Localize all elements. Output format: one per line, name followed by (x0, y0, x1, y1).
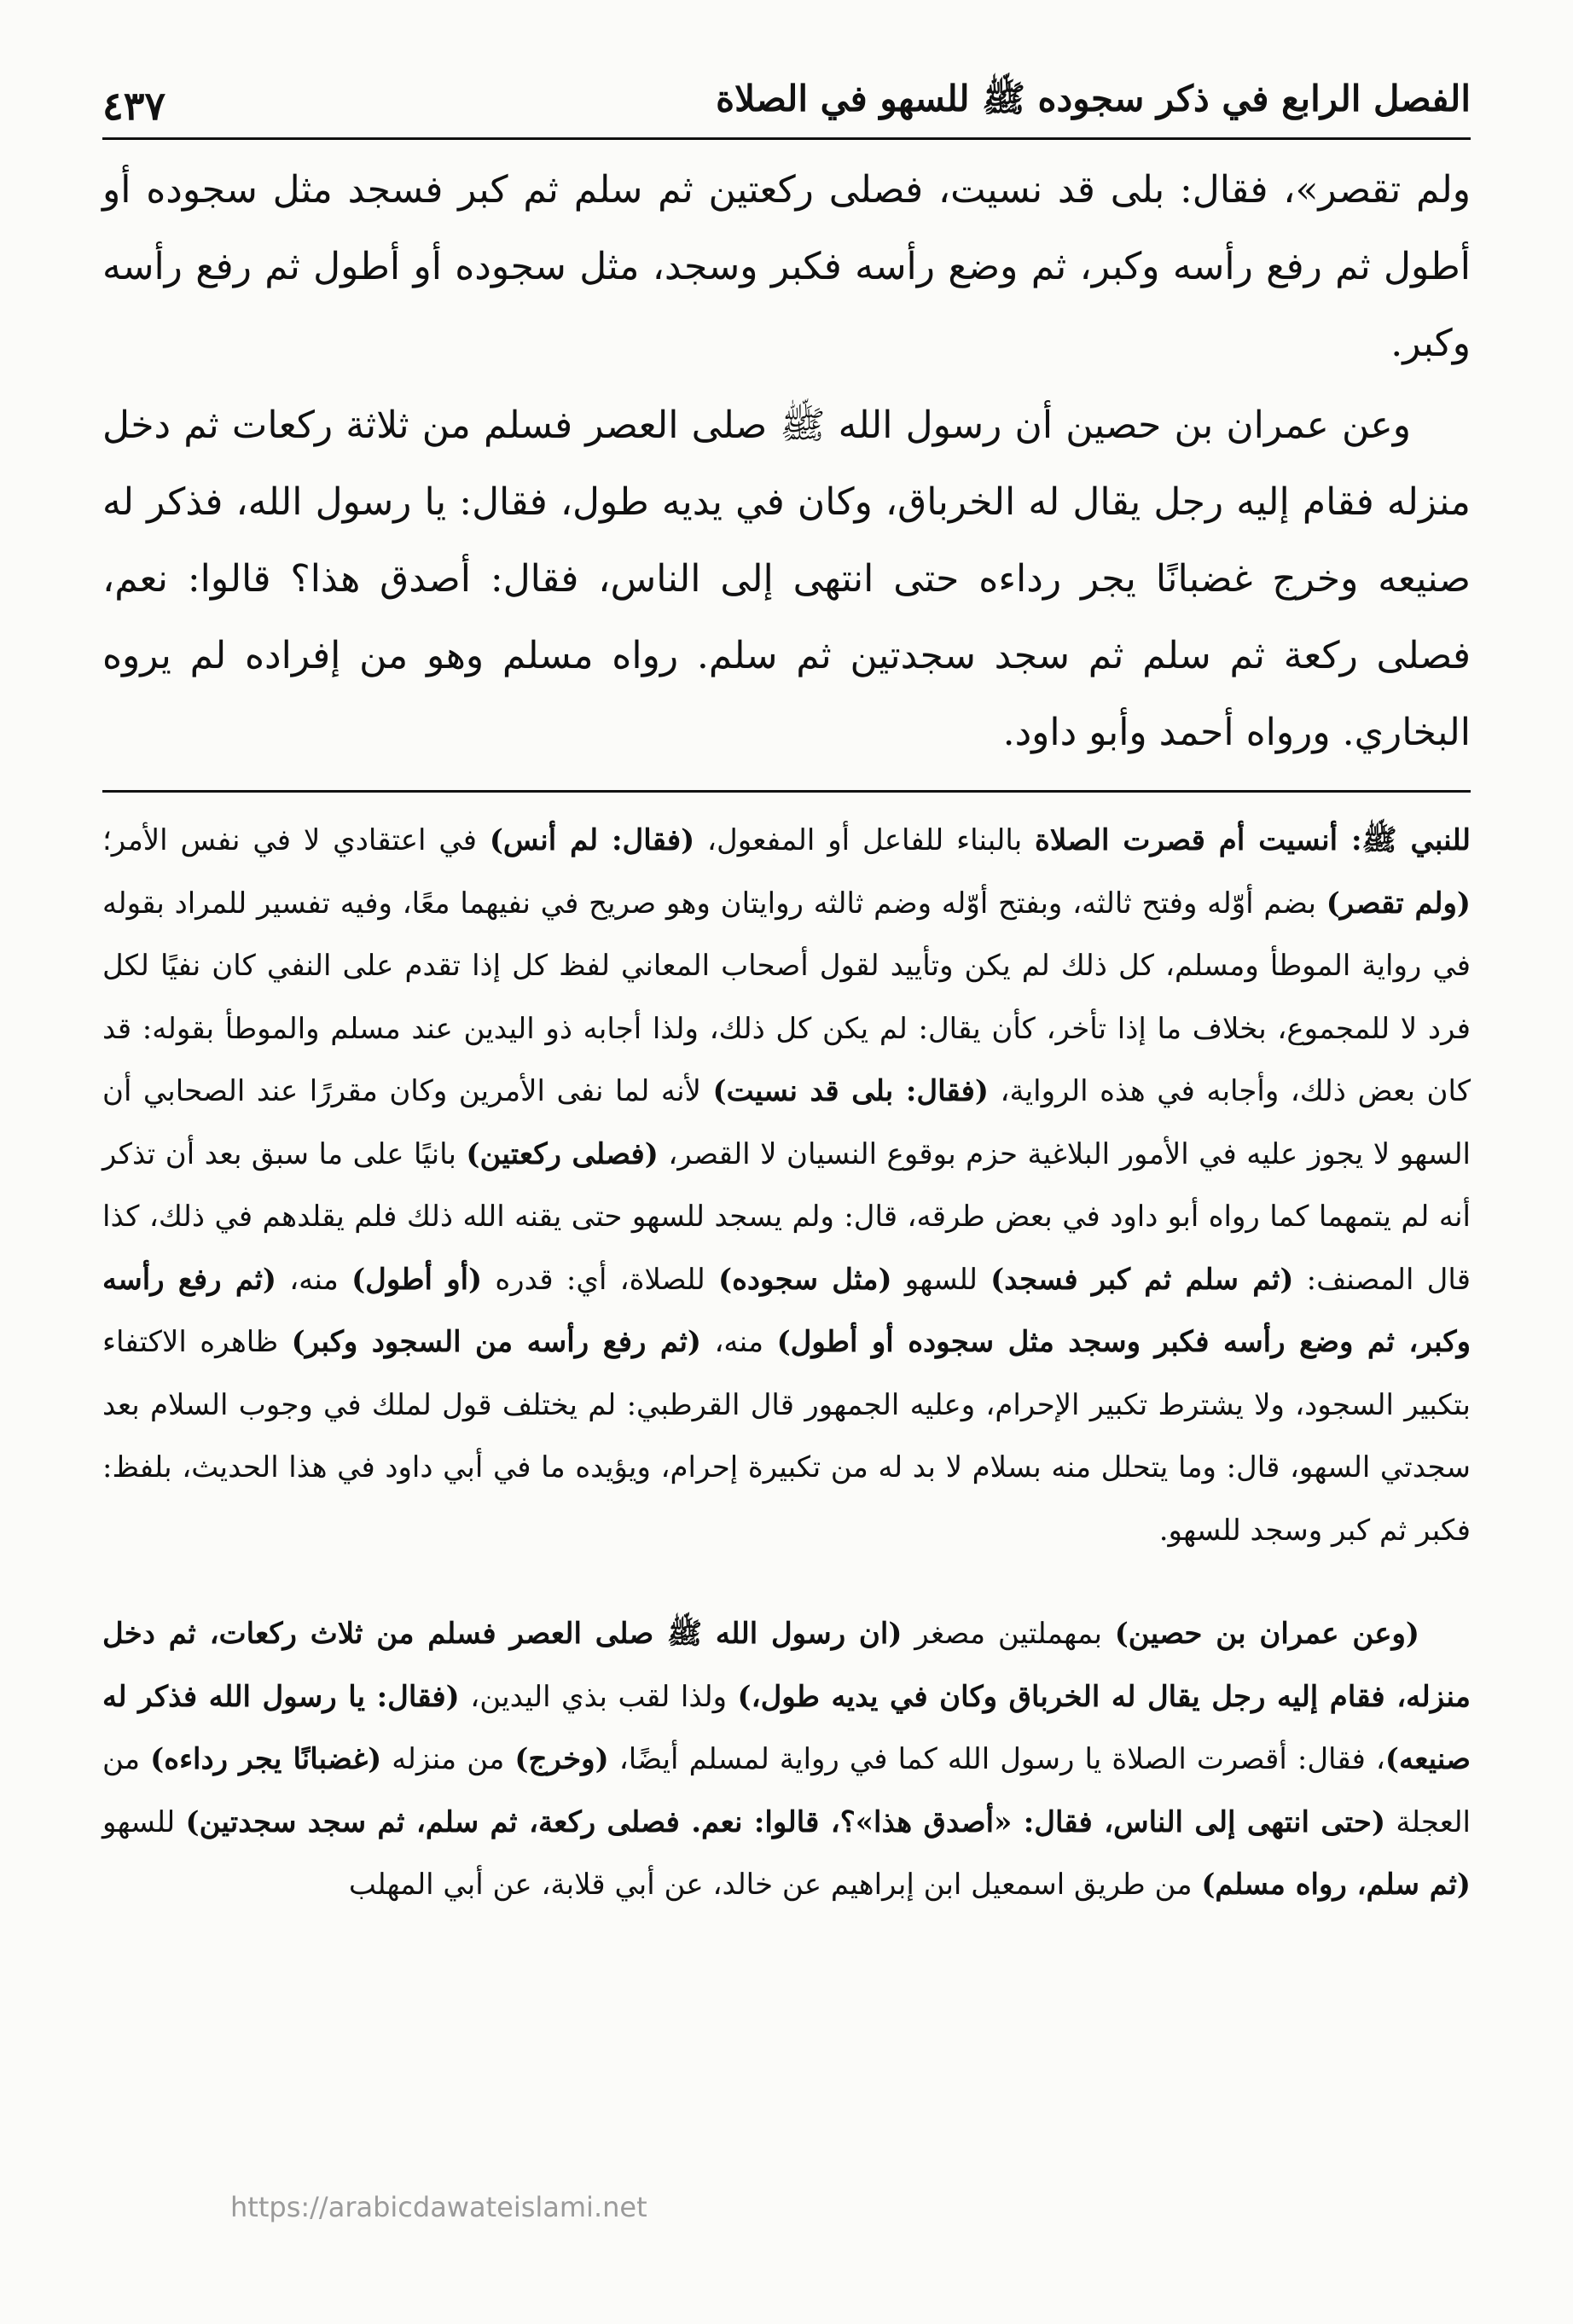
watermark-url: https://arabicdawateislami.net (230, 2191, 647, 2223)
main-text (102, 152, 1471, 771)
commentary-text (102, 810, 1471, 1917)
quoted-text-bold: (ثم رفع رأسه وكبر، ثم وضع رأسه فكبر وسجد مثل سجوده أو أطول) (102, 1262, 1471, 1359)
commentary-text-run: في اعتقادي لا في نفس الأمر؛ (102, 823, 490, 857)
quoted-text-bold: (أو أطول) (351, 1262, 483, 1297)
commentary-text-run: منه، (701, 1325, 777, 1359)
commentary-text-run: بالبناء للفاعل أو المفعول، (694, 823, 1036, 857)
footnote-divider (102, 790, 1471, 793)
quoted-text-bold: (غضبانًا يجر رداءه) (150, 1742, 382, 1776)
commentary-text-run: لأنه لما نفى الأمرين وكان مقررًا عند الصحابي أن السهو لا يجوز عليه في الأمور البلاغية حزم بوقوع النسيان لا القصر، (102, 1074, 1471, 1171)
quoted-text-bold: (مثل سجوده) (717, 1262, 892, 1297)
quoted-text-bold: (ثم سلم، رواه مسلم) (1201, 1868, 1471, 1902)
commentary-text-run: ، فقال: أقصرت الصلاة يا رسول الله كما في رواية لمسلم أيضًا، (608, 1742, 1385, 1776)
commentary-paragraph (102, 1603, 1471, 1917)
quoted-text-bold: للنبي ﷺ: أنسيت أم قصرت الصلاة (1035, 823, 1471, 857)
page-number: ٤٣٧ (102, 83, 166, 129)
quoted-text-bold: (فقال: بلى قد نسيت) (712, 1074, 989, 1108)
main-paragraph: وعن عمران بن حصين أن رسول الله ﷺ صلى العصر فسلم من ثلاثة ركعات ثم دخل منزله فقام إليه رجل يقال له الخرباق، وكان في يديه طول، فقال: يا رسول الله، فذكر له صنيعه وخرج غضبانًا يجر رداءه حتى انتهى إلى الناس، فقال: أصدق هذا؟ قالوا: نعم، فصلى ركعة ثم سلم ثم سجد سجدتين ثم سلم. رواه مسلم وهو من إفراده لم يروه البخاري. ورواه أحمد وأبو داود. (102, 404, 1471, 754)
commentary-text-run: من العجلة (102, 1742, 1471, 1839)
commentary-text-run: ظاهره الاكتفاء بتكبير السجود، ولا يشترط تكبير الإحرام، وعليه الجمهور قال القرطبي: لم يختلف قول لملك في وجوب السلام بعد سجدتي السهو، قال: وما يتحلل منه بسلام لا بد له من تكبيرة إحرام، ويؤيده ما في أبي داود في هذا الحديث، بلفظ: فكبر ثم كبر وسجد للسهو. (102, 1325, 1471, 1548)
commentary-paragraph (102, 810, 1471, 1562)
quoted-text-bold: (وعن عمران بن حصين) (1114, 1617, 1419, 1651)
main-paragraph: ولم تقصر»، فقال: بلى قد نسيت، فصلى ركعتين ثم سلم ثم كبر فسجد مثل سجوده أو أطول ثم رفع رأسه وكبر، ثم وضع رأسه فكبر وسجد، مثل سجوده أو أطول ثم رفع رأسه وكبر. (102, 168, 1471, 365)
quoted-text-bold: (فقال: يا رسول الله فذكر له صنيعه) (102, 1679, 1471, 1776)
quoted-text-bold: (فصلى ركعتين) (466, 1136, 659, 1171)
commentary-text-run: للسهو (102, 1804, 186, 1839)
commentary-text-run: للسهو (891, 1262, 991, 1297)
commentary-text-run: بمهملتين مصغر (902, 1617, 1115, 1651)
commentary-text-run: ولذا لقب بذي اليدين، (459, 1679, 738, 1714)
running-header (102, 77, 1471, 140)
chapter-title: الفصل الرابع في ذكر سجوده ﷺ للسهو في الصلاة (716, 78, 1471, 119)
page-body (102, 77, 1471, 2324)
commentary-text-run: بانيًا على ما سبق بعد أن تذكر أنه لم يتمهما كما رواه أبو داود في بعض طرقه، قال: ولم يسجد للسهو حتى يقنه الله ذلك فلم يقلدهم في ذلك، كذا قال المصنف: (102, 1136, 1471, 1297)
commentary-text-run: من منزله (381, 1742, 515, 1776)
commentary-text-run: من طريق اسمعيل ابن إبراهيم عن خالد، عن أبي قلابة، عن أبي المهلب (348, 1868, 1202, 1902)
commentary-text-run: للصلاة، أي: قدره (482, 1262, 718, 1297)
quoted-text-bold: (وخرج) (514, 1742, 609, 1776)
quoted-text-bold: (حتى انتهى إلى الناس، فقال: «أصدق هذا»؟، قالوا: نعم. فصلى ركعة، ثم سلم، ثم سجد سجدتين) (185, 1804, 1386, 1839)
quoted-text-bold: (ثم رفع رأسه من السجود وكبر) (291, 1325, 702, 1359)
quoted-text-bold: (فقال: لم أنس) (489, 823, 695, 857)
quoted-text-bold: (ولم تقصر) (1326, 886, 1471, 921)
commentary-text-run: بضم أوّله وفتح ثالثه، وبفتح أوّله وضم ثالثه روايتان وهو صريح في نفيهما معًا، وفيه تفسير للمراد بقوله في رواية الموطأ ومسلم، كل ذلك لم يكن وتأييد لقول أصحاب المعاني لفظ كل إذا تقدم على النفي كان نفيًا لكل فرد لا للمجموع، بخلاف ما إذا تأخر، كأن يقال: لم يكن كل ذلك، ولذا أجابه ذو اليدين عند مسلم والموطأ بقوله: قد كان بعض ذلك، وأجابه في هذه الرواية، (102, 886, 1471, 1108)
quoted-text-bold: (ثم سلم ثم كبر فسجد) (990, 1262, 1294, 1297)
commentary-text-run: منه، (276, 1262, 352, 1297)
quoted-text-bold: (ان رسول الله ﷺ صلى العصر فسلم من ثلاث ركعات، ثم دخل منزله، فقام إليه رجل يقال له الخرباق وكان في يديه طول،) (102, 1617, 1471, 1714)
